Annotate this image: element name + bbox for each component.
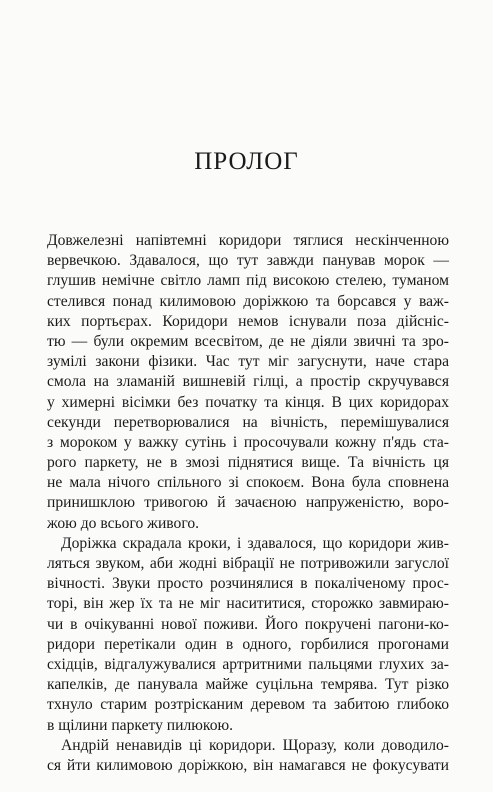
text-line: рого паркету, не в змозі піднятися вище. Та вічність ця: [47, 454, 449, 472]
chapter-title: ПРОЛОГ: [194, 148, 299, 175]
text-line: з мороком у важку сутінь і просочували кожну п'ядь ста-: [47, 433, 449, 451]
text-line: тхнуло старим розтрісканим деревом та забитою глибоко: [47, 696, 449, 714]
text-line: ких портьєрах. Коридори немов існували поза дійсніс-: [47, 312, 449, 330]
text-line: капелків, де панувала майже суцільна темрява. Тут різко: [47, 676, 449, 694]
text-line: вічності. Звуки просто розчинялися в покаліченому прос-: [47, 575, 449, 593]
text-line: Андрій ненавидів ці коридори. Щоразу, коли доводило-: [61, 736, 449, 754]
text-line: в щілини паркету пилюкою.: [47, 716, 234, 734]
paragraph-2: [47, 534, 449, 736]
text-line: секунди перетворювалися на вічність, перемішувалися: [47, 413, 449, 431]
text-line: Доріжка скрадала кроки, і здавалося, що коридори жив-: [61, 534, 449, 552]
text-line: не мала нічого спільного зі спокоєм. Вона була сповнена: [47, 474, 449, 492]
text-line: глушив немічне світло ламп під високою стелею, туманом: [47, 272, 449, 290]
paragraph-1: [47, 231, 449, 534]
text-line: Довжелезні напівтемні коридори тяглися нескінченною: [47, 232, 449, 249]
text-line: ляться звуком, аби жодні вібрації не потривожили загуслої: [47, 555, 449, 572]
text-line: ся йти килимовою доріжкою, він намагався не фокусувати: [47, 756, 449, 774]
text-line: вервечкою. Здавалося, що тут завжди панував морок —: [47, 252, 449, 270]
text-line: смола на зламаній вишневій гілці, а простір скручувався: [47, 373, 449, 391]
text-line: принишклою тривогою й зачаєною напруженістю, воро-: [47, 494, 449, 512]
text-line: східців, відгалужувалися артритними пальцями глухих за-: [47, 655, 449, 673]
text-line: торі, він жер їх та не міг насититися, сторожко завмираю-: [47, 595, 449, 613]
text-line: тю — були окремим всесвітом, де не діяли звичні та зро-: [47, 332, 449, 350]
text-line: стелився понад килимовою доріжкою та борсався у важ-: [47, 292, 449, 310]
text-line: у химерні вісімки без початку та кінця. В цих коридорах: [47, 393, 449, 411]
paragraph-3: [47, 736, 449, 776]
text-line: чи в очікуванні нової поживи. Його покручені пагони-ко-: [47, 615, 449, 633]
body-text: [47, 231, 449, 776]
text-line: ридори перетікали один в одного, горбилися прогонами: [47, 635, 449, 653]
text-line: жою до всього живого.: [47, 514, 200, 532]
text-line: зумілі закони фізики. Час тут міг загуснути, наче стара: [47, 353, 449, 371]
